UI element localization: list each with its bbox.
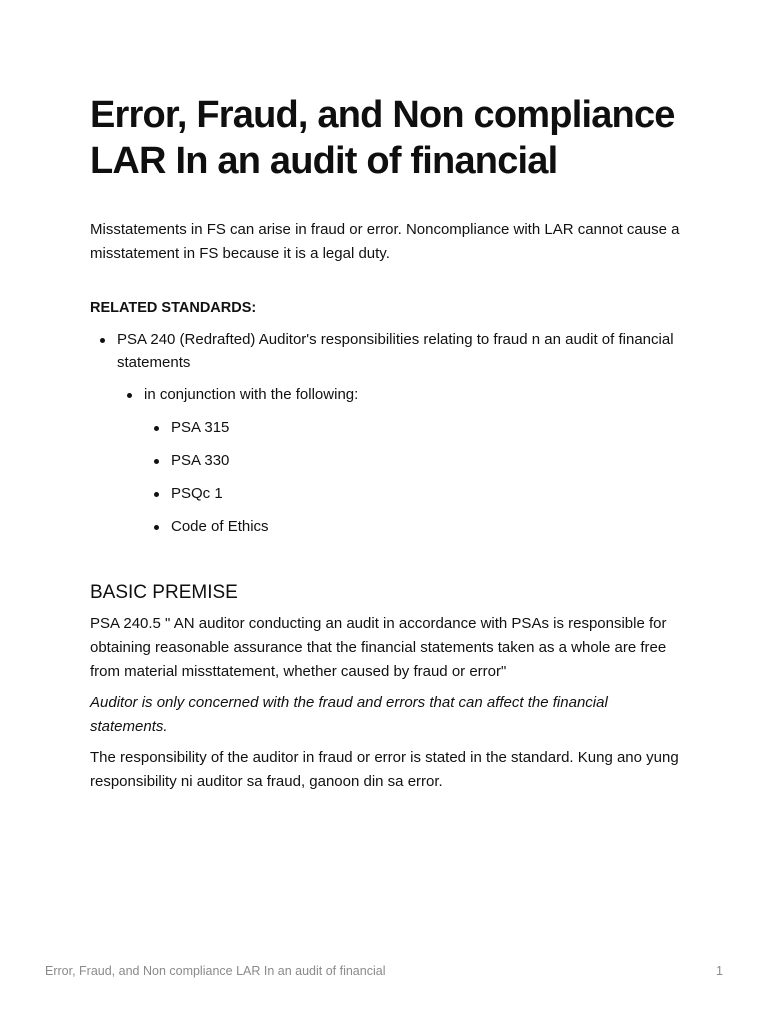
premise-italic-paragraph: Auditor is only concerned with the fraud and errors that can affect the financial statements. xyxy=(90,694,608,735)
list-item-psa-240: PSA 240 (Redrafted) Auditor's responsibilities relating to fraud n an audit of financial statements xyxy=(117,328,680,374)
list-item-psa-315: PSA 315 xyxy=(171,416,680,439)
related-standards-heading: RELATED STANDARDS: xyxy=(90,300,257,316)
list-item-code-of-ethics: Code of Ethics xyxy=(171,515,680,538)
premise-quote-paragraph: PSA 240.5 " AN auditor conducting an audit in accordance with PSAs is responsible for obtaining reasonable assurance that the financial statements taken as a whole are free from material missttatement, whether caused by fraud or error" xyxy=(90,615,667,680)
premise-text-paragraph: The responsibility of the auditor in fraud or error is stated in the standard. Kung ano yung responsibility ni auditor sa fraud, ganoon din sa error. xyxy=(90,749,679,790)
list-item-psa-330: PSA 330 xyxy=(171,449,680,472)
list-item-psqc-1: PSQc 1 xyxy=(171,482,680,505)
page-footer xyxy=(45,964,723,984)
footer-title: Error, Fraud, and Non compliance LAR In an audit of financial xyxy=(45,964,386,978)
intro-paragraph: Misstatements in FS can arise in fraud or error. Noncompliance with LAR cannot cause a misstatement in FS because it is a legal duty. xyxy=(90,221,680,262)
page-title: Error, Fraud, and Non compliance LAR In an audit of financial xyxy=(90,94,675,182)
basic-premise-heading: BASIC PREMISE xyxy=(90,582,238,603)
footer-page-number: 1 xyxy=(716,964,723,978)
list-item-conjunction: in conjunction with the following: xyxy=(144,383,680,406)
standards-list xyxy=(90,328,680,538)
document-page xyxy=(90,92,680,794)
